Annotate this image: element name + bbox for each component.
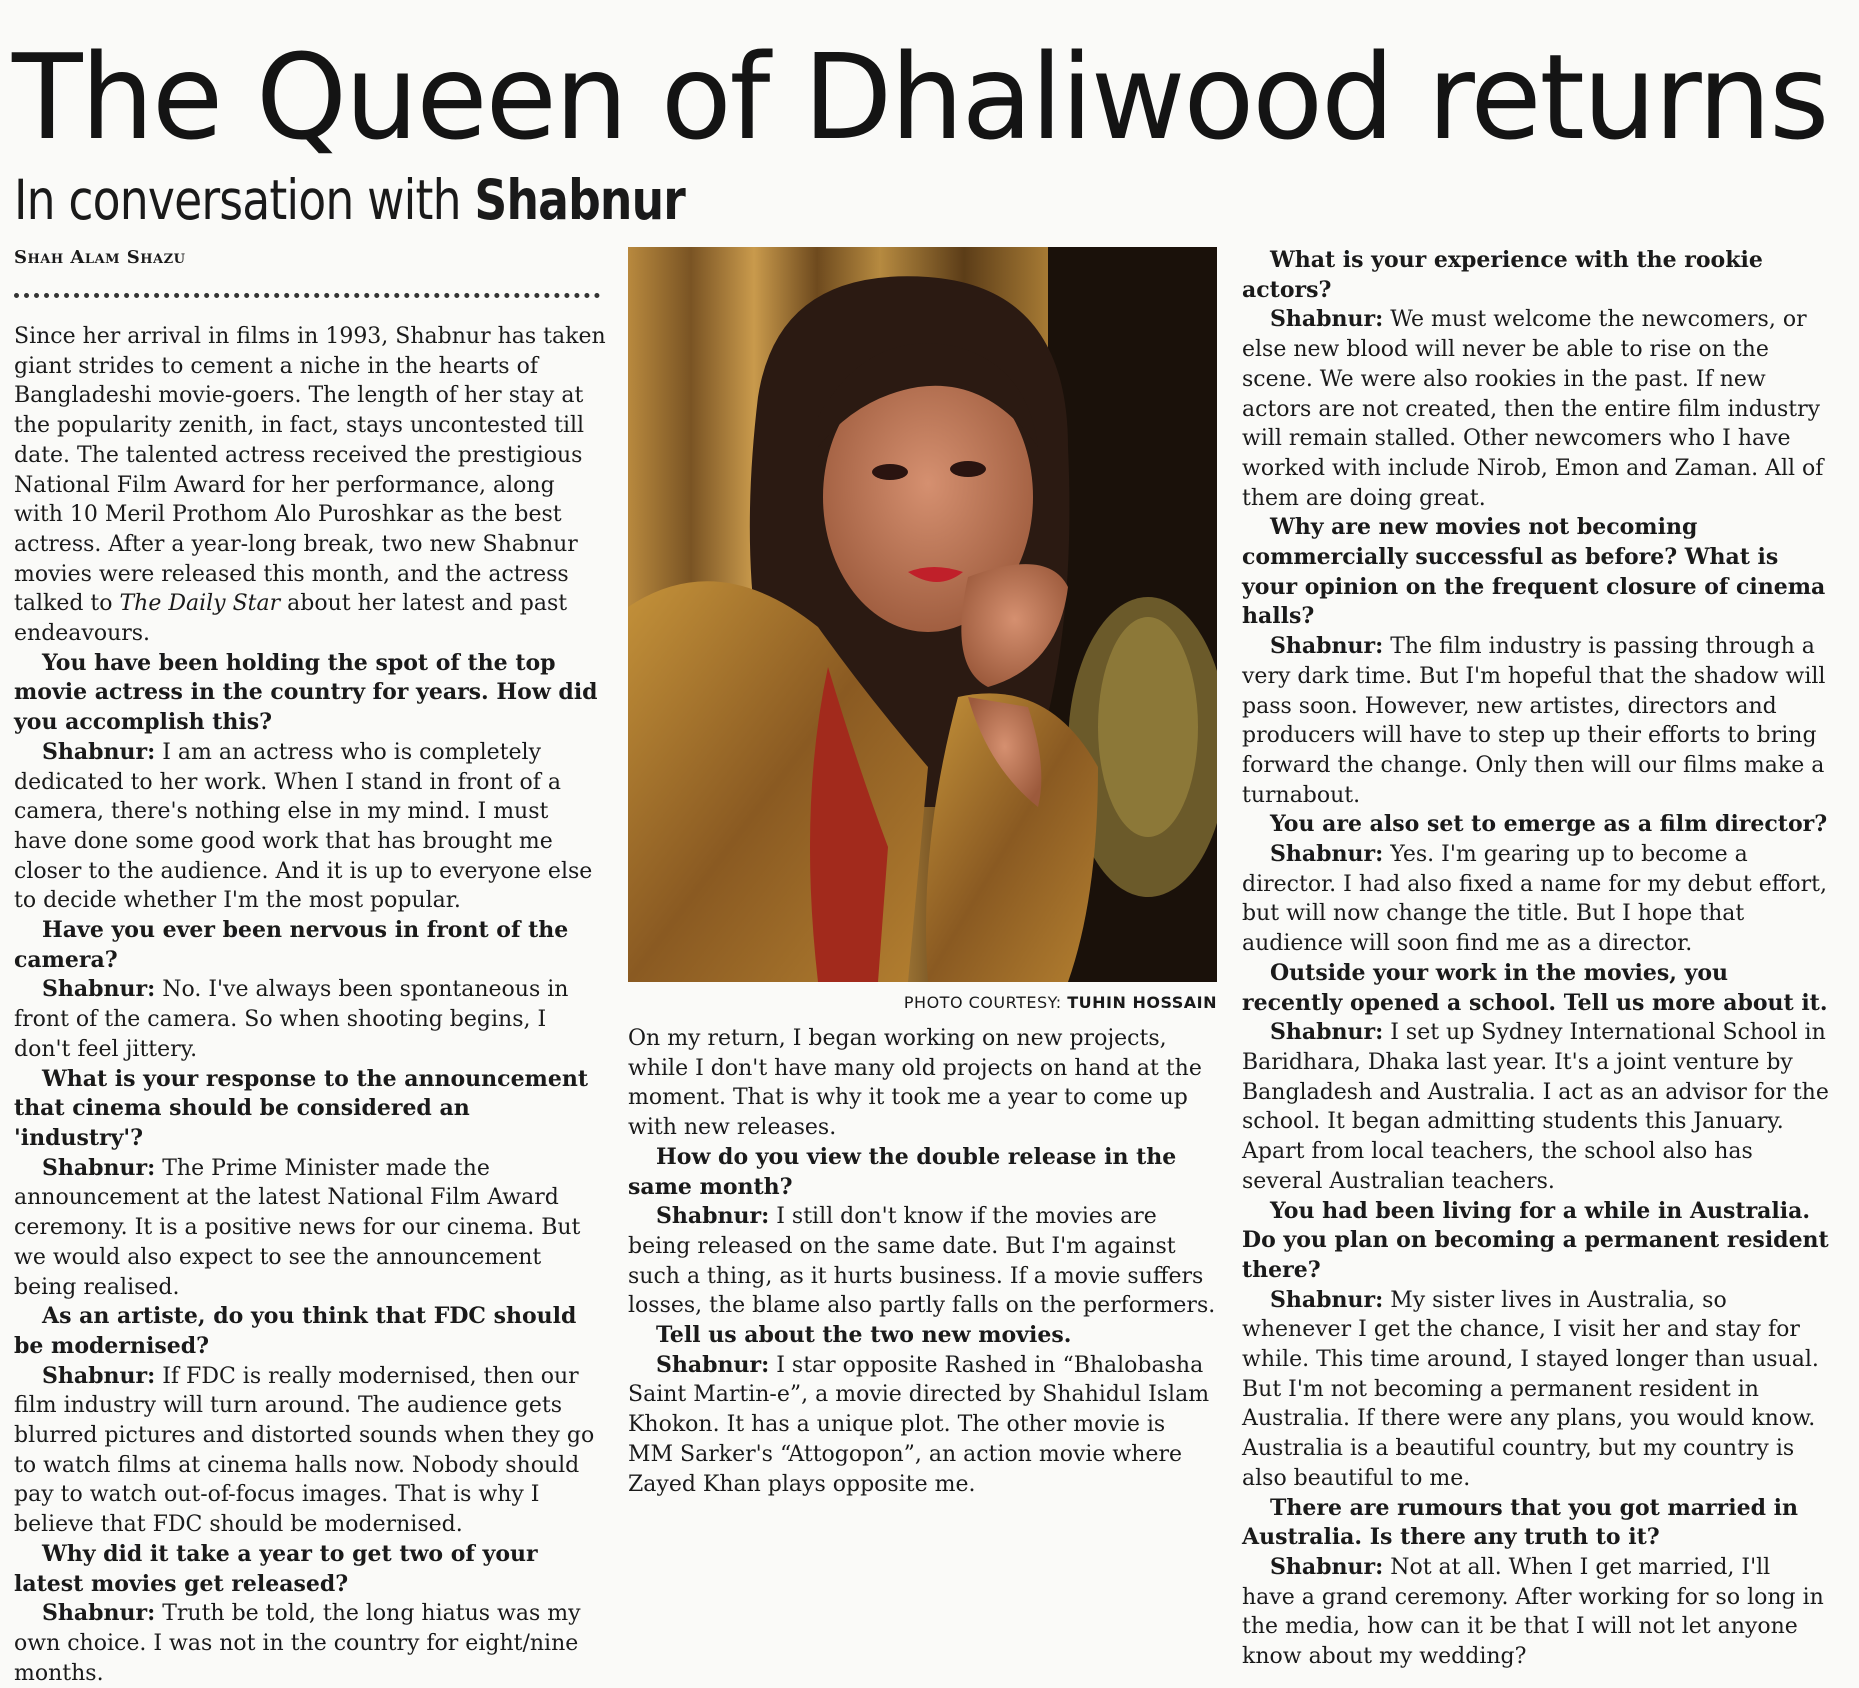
answer-text: If FDC is really modernised, then our film industry will turn around. The audience gets blurred pictures and distorted sounds when they go to watch films at cinema halls now. Nobody should pay to watch out-of-focus images. That is why I believe that FDC should be modernised. [14,1363,595,1538]
portrait-photo [628,247,1217,982]
interview-question: Tell us about the two new movies. [656,1322,1072,1349]
speaker-label: Shabnur: [1270,1553,1384,1580]
interview-question: What is your response to the announcement that cinema should be considered an 'industry'? [14,1065,588,1151]
interview-question: What is your experience with the rookie actors? [1242,247,1763,303]
continued-paragraph: On my return, I began working on new projects, while I don't have many old projects on hand at the moment. That is why it took me a year to come up with new releases. [628,1026,1202,1141]
interview-answer [1242,840,1829,959]
interview-answer [1242,1286,1829,1494]
speaker-label: Shabnur: [42,976,156,1003]
interview-answer [628,1351,1216,1500]
answer-text: I set up Sydney International School in Baridhara, Dhaka last year. It's a joint venture by Bangladesh and Australia. I act as an advisor for the school. It began admitting students this January. Apart from local teachers, the school also has several Australian teachers. [1242,1020,1829,1194]
interview-answer [1242,1553,1829,1672]
article-column-1 [14,322,606,1688]
speaker-label: Shabnur: [1270,306,1384,333]
interview-question: You have been holding the spot of the top movie actress in the country for years. How did you accomplish this? [14,649,598,736]
answer-text: The Prime Minister made the announcement at the latest National Film Award ceremony. It is a positive news for our cinema. But we would also expect to see the announcement being realised. [14,1155,581,1300]
answer-text: Truth be told, the long hiatus was my own choice. I was not in the country for eight/nine months. [14,1601,581,1686]
speaker-label: Shabnur: [656,1351,770,1378]
article-column-2 [628,1024,1216,1499]
article-column-3 [1242,246,1829,1672]
interview-answer [14,738,606,916]
interview-answer [14,1154,606,1303]
intro-text-end: about her latest and past endeavours. [14,591,568,647]
answer-text: I still don't know if the movies are being released on the same date. But I'm against such a thing, as it hurts business. If a movie suffers losses, the blame also partly falls on the performers. [628,1204,1216,1319]
speaker-label: Shabnur: [1270,1286,1384,1313]
photo-credit [628,993,1217,1012]
publication-name: The Daily Star [119,591,281,617]
interview-question: There are rumours that you got married in Australia. Is there any truth to it? [1242,1494,1798,1551]
answer-text: We must welcome the newcomers, or else new blood will never be able to rise on the scene. We were also rookies in the past. If new actors are not created, then the entire film industry will remain stalled. Other newcomers who I have worked with include Nirob, Emon and Zaman. All of them are doing great. [1242,307,1824,511]
interview-question: How do you view the double release in the same month? [628,1143,1177,1200]
interview-answer [14,1362,606,1540]
answer-text: Yes. I'm gearing up to become a director. I had also fixed a name for my debut effort, but will now change the title. But I hope that audience will soon find me as a director. [1242,842,1827,957]
byline: Shah Alam Shazu [14,247,186,268]
interview-question: You are also set to emerge as a film director? [1270,811,1828,838]
subheadline [14,168,685,232]
answer-text: My sister lives in Australia, so whenever I get the chance, I visit her and stay for while. This time around, I stayed longer than usual. But I'm not becoming a permanent resident in Australia. If there were any plans, you would know. Australia is a beautiful country, but my country is also beautiful to me. [1242,1287,1819,1491]
speaker-label: Shabnur: [656,1203,770,1230]
speaker-label: Shabnur: [1270,841,1384,868]
interview-answer [628,1202,1216,1321]
interview-question: As an artiste, do you think that FDC should be modernised? [14,1303,577,1359]
dotted-divider [14,293,600,298]
interview-answer [1242,1018,1829,1196]
answer-text: I star opposite Rashed in “Bhalobasha Saint Martin-e”, a movie directed by Shahidul Islam Khokon. It has a unique plot. The other movie is MM Sarker's “Attogopon”, an action movie where Zayed Khan plays opposite me. [628,1352,1210,1497]
interview-question: Why did it take a year to get two of your latest movies get released? [14,1540,538,1597]
interview-answer [1242,305,1829,513]
speaker-label: Shabnur: [42,738,156,765]
intro-text: Since her arrival in films in 1993, Shabnur has taken giant strides to cement a niche in the hearts of Bangladeshi movie-goers. The length of her stay at the popularity zenith, in fact, stays uncontested till date. The talented actress received the prestigious National Film Award for her performance, along with 10 Meril Prothom Alo Puroshkar as the best actress. After a year-long break, two new Shabnur movies were released this month, and the actress talked to [14,324,606,617]
answer-text: No. I've always been spontaneous in front of the camera. So when shooting begins, I don't feel jittery. [14,977,569,1062]
subhead-prefix: In conversation with [14,168,461,232]
answer-text: The film industry is passing through a very dark time. But I'm hopeful that the shadow will pass soon. However, new artistes, directors and producers will have to step up their efforts to bring forward the change. Only then will our films make a turnabout. [1242,634,1826,808]
answer-text: Not at all. When I get married, I'll have a grand ceremony. After working for so long in the media, how can it be that I will not let anyone know about my wedding? [1242,1554,1824,1670]
photo-credit-name: TUHIN HOSSAIN [1067,993,1217,1012]
interview-question: Why are new movies not becoming commercially successful as before? What is your opinion on the frequent closure of cinema halls? [1242,514,1826,630]
interview-answer [1242,632,1829,810]
speaker-label: Shabnur: [1270,633,1384,660]
interview-question: Have you ever been nervous in front of the camera? [14,917,569,973]
interview-answer [14,1599,606,1688]
photo-credit-prefix: PHOTO COURTESY: [903,993,1062,1012]
interview-question: Outside your work in the movies, you recently opened a school. Tell us more about it. [1242,959,1828,1016]
speaker-label: Shabnur: [42,1600,156,1627]
subhead-name: Shabnur [474,168,685,232]
portrait-illustration [628,247,1217,982]
speaker-label: Shabnur: [1270,1019,1384,1046]
speaker-label: Shabnur: [42,1154,156,1181]
headline: The Queen of Dhaliwood returns [12,28,1828,166]
answer-text: I am an actress who is completely dedicated to her work. When I stand in front of a camera, there's nothing else in my mind. I must have done some good work that has brought me closer to the audience. And it is up to everyone else to decide whether I'm the most popular. [14,739,593,914]
interview-answer [14,975,606,1064]
interview-question: You had been living for a while in Australia. Do you plan on becoming a permanent resident there? [1242,1197,1829,1283]
speaker-label: Shabnur: [42,1362,156,1389]
intro-paragraph [14,322,606,649]
